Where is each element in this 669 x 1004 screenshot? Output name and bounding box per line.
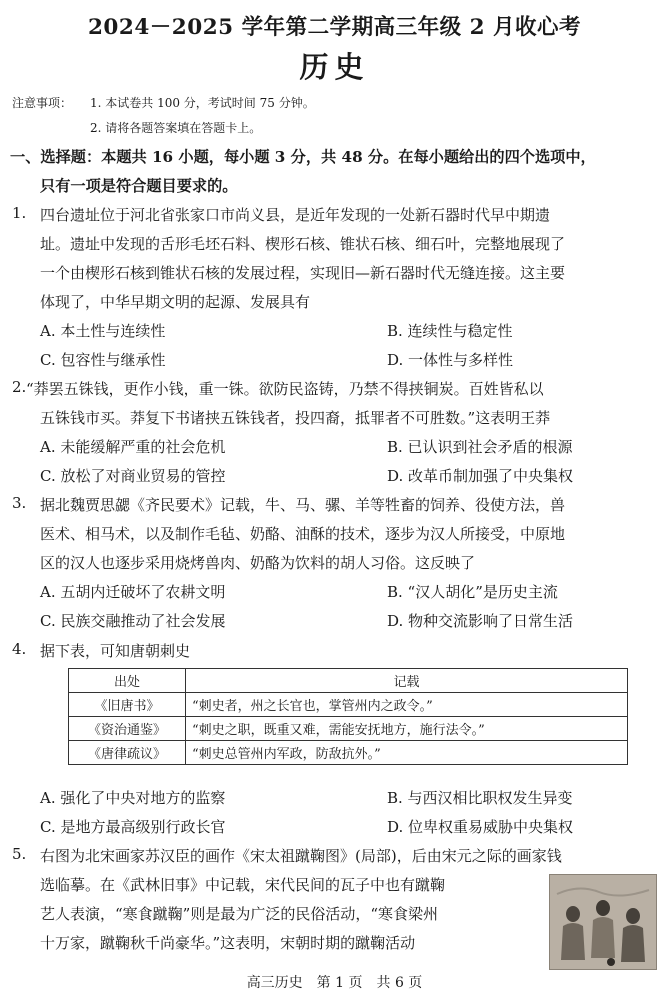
- question-text-line: 区的汉人也逐步采用烧烤兽肉、奶酪为饮料的胡人习俗。这反映了: [40, 554, 476, 572]
- option-d: D. 物种交流影响了日常生活: [387, 612, 574, 630]
- source-table: [68, 668, 628, 765]
- notes-label: 注意事项：: [12, 96, 73, 110]
- table-cell-record: “刺史之职，既重又难，需能安抚地方，施行法令。”: [186, 717, 628, 741]
- notes-item-1: 1. 本试卷共 100 分，考试时间 75 分钟。: [90, 96, 315, 110]
- question-text-line: 据下表，可知唐朝刺史: [40, 642, 191, 660]
- question-text-line: 右图为北宋画家苏汉臣的画作《宋太祖蹴鞠图》(局部)，后由宋元之际的画家钱: [40, 847, 562, 865]
- question-text-line: 四台遗址位于河北省张家口市尚义县，是近年发现的一处新石器时代早中期遗: [40, 206, 551, 224]
- table-row: [69, 693, 628, 717]
- option-b: B. 与西汉相比职权发生异变: [387, 789, 573, 807]
- question-text-line: “莽罢五铢钱，更作小钱，重一铢。欲防民盗铸，乃禁不得挟铜炭。百姓皆私以: [26, 380, 544, 398]
- option-d: D. 改革币制加强了中央集权: [387, 467, 574, 485]
- table-cell-source: 《资治通鉴》: [69, 717, 186, 741]
- table-cell-record: “刺史总管州内军政，防敌抗外。”: [186, 741, 628, 765]
- table-header-row: [69, 669, 628, 693]
- question-text-line: 一个由楔形石核到锥状石核的发展过程，实现旧—新石器时代无缝连接。这主要: [40, 264, 566, 282]
- page-footer: 高三历史 第 1 页 共 6 页: [246, 975, 423, 991]
- table-row: [69, 717, 628, 741]
- table-cell-source: 《旧唐书》: [69, 693, 186, 717]
- option-c: C. 是地方最高级别行政长官: [40, 818, 226, 836]
- question-text-line: 五铢钱市买。莽复下书诸挟五铢钱者，投四裔，抵罪者不可胜数。”这表明王莽: [40, 409, 551, 427]
- option-c: C. 放松了对商业贸易的管控: [40, 467, 226, 485]
- painting-image: [549, 874, 657, 970]
- question-text-line: 选临摹。在《武林旧事》中记载，宋代民间的瓦子中也有蹴鞠: [40, 876, 446, 894]
- option-a: A. 强化了中央对地方的监察: [40, 789, 226, 807]
- question-text-line: 医术、相马术，以及制作毛毡、奶酪、油酥的技术，逐步为汉人所接受，中原地: [40, 525, 566, 543]
- option-c: C. 包容性与继承性: [40, 351, 166, 369]
- question-text-line: 址。遗址中发现的舌形毛坯石料、楔形石核、锥状石核、细石叶，完整地展现了: [40, 235, 566, 253]
- question-number: 4.: [12, 640, 27, 658]
- option-d: D. 一体性与多样性: [387, 351, 514, 369]
- section-heading-line-1: 一、选择题：本题共 16 小题，每小题 3 分，共 48 分。在每小题给出的四个选项中，: [10, 148, 596, 166]
- cuju-painting-illustration: [549, 874, 657, 970]
- table-header-source: 出处: [69, 669, 186, 693]
- table-row: [69, 741, 628, 765]
- question-text-line: 体现了，中华早期文明的起源、发展具有: [40, 293, 311, 311]
- option-b: B. 连续性与稳定性: [387, 322, 513, 340]
- table-header-record: 记载: [186, 669, 628, 693]
- option-c: C. 民族交融推动了社会发展: [40, 612, 226, 630]
- subject-title: 历史: [299, 50, 370, 84]
- question-text-line: 十万家，蹴鞠秋千尚豪华。”这表明，宋朝时期的蹴鞠活动: [40, 934, 416, 952]
- exam-title: 2024－2025 学年第二学期高三年级 2 月收心考: [87, 15, 582, 40]
- option-b: B. “汉人胡化”是历史主流: [387, 583, 558, 601]
- section-heading-line-2: 只有一项是符合题目要求的。: [40, 177, 238, 195]
- notes-item-2: 2. 请将各题答案填在答题卡上。: [90, 121, 262, 135]
- question-text-line: 艺人表演，“寒食蹴鞠”则是最为广泛的民俗活动，“寒食梁州: [40, 905, 439, 923]
- option-a: A. 五胡内迁破坏了农耕文明: [40, 583, 226, 601]
- question-number: 1.: [12, 204, 27, 222]
- table-cell-source: 《唐律疏议》: [69, 741, 186, 765]
- option-b: B. 已认识到社会矛盾的根源: [387, 438, 573, 456]
- option-a: A. 未能缓解严重的社会危机: [40, 438, 226, 456]
- table-cell-record: “刺史者，州之长官也，掌管州内之政令。”: [186, 693, 628, 717]
- question-text-line: 据北魏贾思勰《齐民要术》记载，牛、马、骡、羊等牲畜的饲养、役使方法，兽: [40, 496, 566, 514]
- question-number: 5.: [12, 845, 27, 863]
- option-d: D. 位卑权重易威胁中央集权: [387, 818, 574, 836]
- question-number: 2.: [12, 378, 27, 396]
- option-a: A. 本土性与连续性: [40, 322, 166, 340]
- question-number: 3.: [12, 494, 27, 512]
